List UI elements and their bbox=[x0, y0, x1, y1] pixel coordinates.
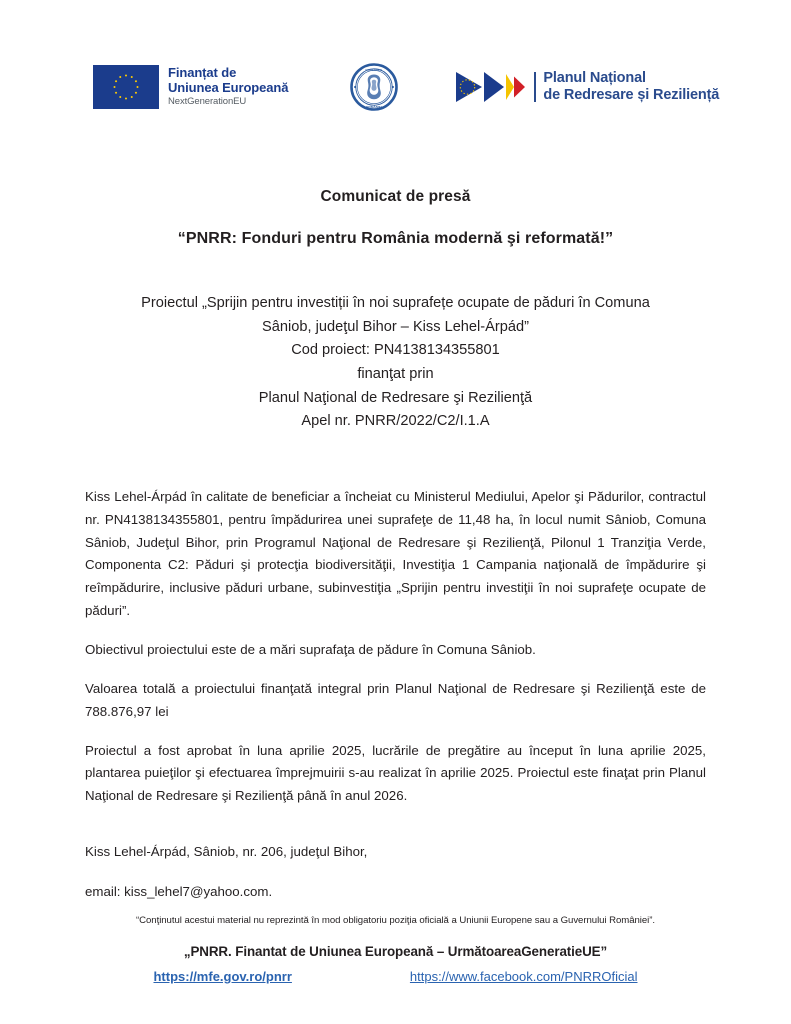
svg-text:GUVERNUL: GUVERNUL bbox=[365, 68, 384, 73]
logo-bar bbox=[85, 0, 720, 130]
project-identification-block bbox=[85, 292, 706, 434]
pnrr-logo-text bbox=[543, 70, 719, 104]
pnrr-logo-line2: de Redresare și Reziliență bbox=[543, 87, 720, 103]
pnrr-logo bbox=[454, 70, 719, 104]
page-title: Comunicat de presă bbox=[320, 188, 471, 205]
contact-email: email: kiss_lehel7@yahoo.com. bbox=[85, 884, 273, 900]
body-paragraph-1: Kiss Lehel-Árpád în calitate de beneficiar a încheiat cu Ministerul Mediului, Apelor şi Pădurilor, contractul nr. PN4138134355801, pentru împădurirea unei suprafeţe de 11,48 ha, în locul numit Sâniob, Comuna Sâniob, Judeţul Bihor, prin Programul Naţional de Redresare şi Rezilienţă, Pilonul 1 Tranziţia Verde, Componenta C2: Păduri şi protecţia biodiversităţii, Investiţia 1 Campania naţională de împădurire şi reîmpădurire, inclusive păduri urbane, subinvestiţia „Sprijin pentru investiţii în noi suprafeţe ocupate de păduri”. bbox=[85, 488, 706, 619]
footer bbox=[0, 915, 791, 984]
eu-logo-text bbox=[168, 66, 288, 108]
eu-logo-line2: Uniunea Europeană bbox=[168, 79, 289, 95]
title-block bbox=[85, 188, 706, 248]
eu-flag-icon bbox=[93, 65, 159, 109]
footer-link-mfe[interactable]: https://mfe.gov.ro/pnrr bbox=[153, 969, 292, 984]
project-code: Cod proiect: PN4138134355801 bbox=[291, 342, 500, 359]
pnrr-logo-line1: Planul Național bbox=[543, 69, 646, 86]
body-paragraph-3: Valoarea totală a proiectului finanţată integral prin Planul Naţional de Redresare şi Rezilienţă este de 788.876,97 lei bbox=[85, 680, 706, 719]
project-line-2: Sâniob, judeţul Bihor – Kiss Lehel-Árpád” bbox=[262, 318, 529, 335]
project-call-number: Apel nr. PNRR/2022/C2/I.1.A bbox=[301, 413, 490, 430]
eu-stars-icon bbox=[112, 73, 140, 101]
page-subtitle: “PNRR: Fonduri pentru România modernă şi reformată!” bbox=[177, 230, 614, 247]
body-paragraph-2: Obiectivul proiectului este de a mări suprafaţa de pădure în Comuna Sâniob. bbox=[85, 642, 536, 657]
project-line-4: finanţat prin bbox=[357, 365, 434, 382]
project-line-1: Proiectul „Sprijin pentru investiții în noi suprafețe ocupate de păduri în Comuna bbox=[141, 295, 650, 311]
footer-disclaimer: “Conţinutul acestui material nu reprezintă în mod obligatoriu poziţia oficială a Uniunii Europene sau a Guvernului României”. bbox=[135, 915, 656, 926]
body-block bbox=[85, 486, 706, 808]
contact-address: Kiss Lehel-Árpád, Sâniob, nr. 206, judeţul Bihor, bbox=[85, 844, 368, 860]
eu-funding-logo bbox=[93, 65, 288, 109]
government-of-romania-logo bbox=[350, 63, 398, 111]
eu-logo-line1: Finanțat de bbox=[168, 65, 237, 81]
footer-links bbox=[64, 969, 727, 984]
project-programme: Planul Naţional de Redresare şi Rezilienţă bbox=[258, 389, 533, 406]
gov-seal-icon bbox=[350, 63, 398, 111]
body-paragraph-4: Proiectul a fost aprobat în luna aprilie 2025, lucrările de pregătire au început în luna aprilie 2025, plantarea puieţilor şi efectuarea împrejmuirii s-au realizat în aprilie 2025. Proiectul este finaţat prin Planul Naţional de Redresare şi Rezilienţă până în anul 2026. bbox=[85, 742, 706, 804]
svg-text:ROMÂNIEI: ROMÂNIEI bbox=[366, 105, 383, 110]
footer-link-facebook[interactable]: https://www.facebook.com/PNRROficial bbox=[409, 969, 638, 984]
contact-block bbox=[85, 841, 706, 904]
eu-logo-line3: NextGenerationEU bbox=[168, 96, 247, 108]
footer-tagline: „PNRR. Finantat de Uniunea Europeană – UrmătoareaGeneratieUE” bbox=[183, 944, 608, 959]
pnrr-divider bbox=[534, 72, 536, 102]
pnrr-arrows-icon bbox=[454, 70, 532, 104]
